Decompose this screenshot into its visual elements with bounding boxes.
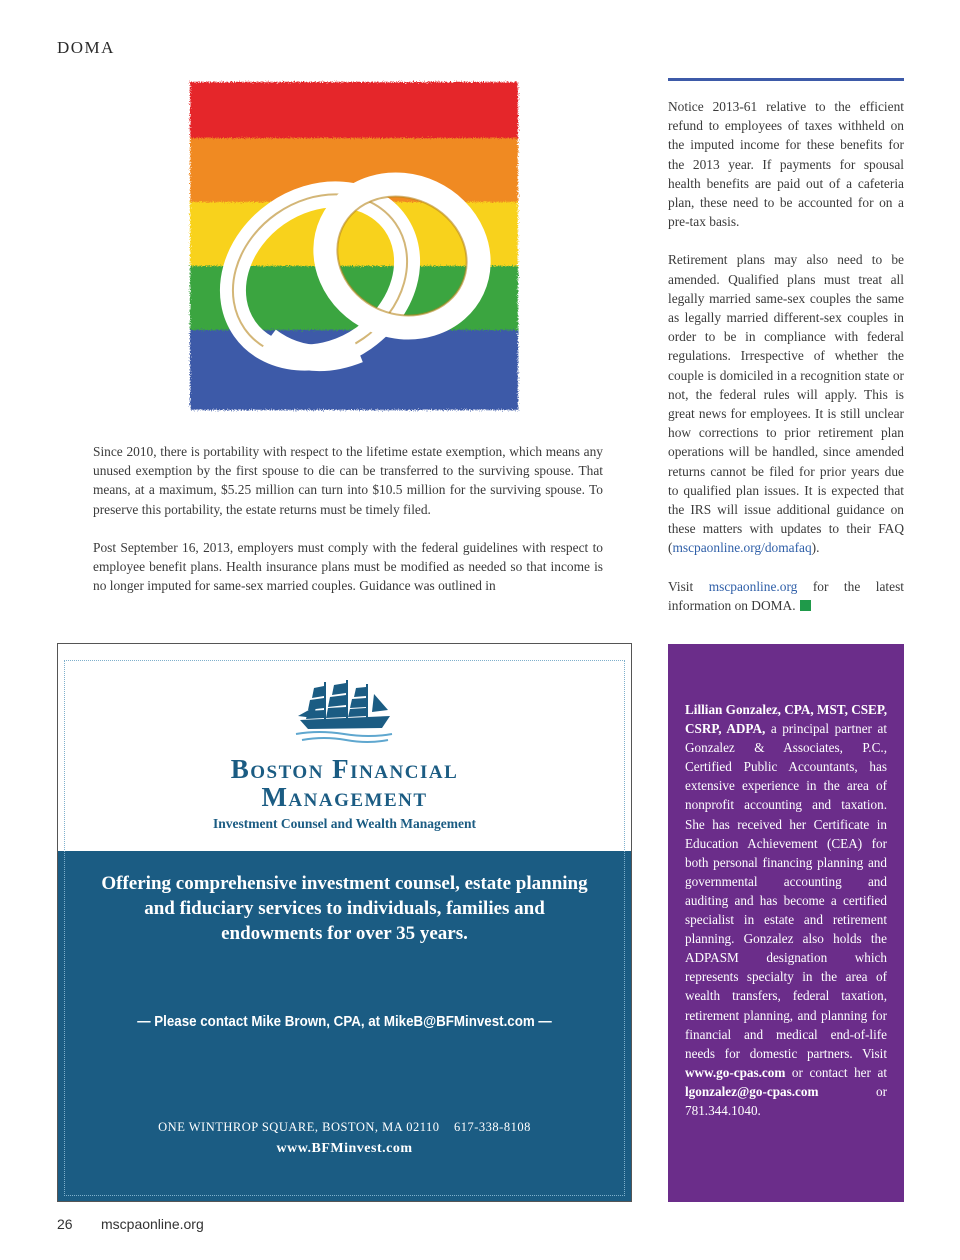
retirement-text: Retirement plans may also need to be amended. Qualified plans must treat all legally married same-sex couples the same as legally married different-sex couples in order to be in compliance with federal regulations. Irrespective of whether the couple is domiciled in a recognition state or not, the federal rules will apply. This is great news for employees. It is still unclear how corrections to prior retirement plan operations will be handled, since amended returns cannot be filed for prior years due to qualified plan issues. It is expected that the IRS will issue additional guidance on these matters with updates to their FAQ ( (668, 252, 904, 556)
ad-contact-line: — Please contact Mike Brown, CPA, at MikeB@BFMinvest.com — (137, 1014, 552, 1030)
author-bio-text (685, 700, 887, 1120)
retirement-end: ). (811, 540, 820, 556)
paragraph-notice: Notice 2013-61 relative to the efficient refund to employees of taxes withheld on the imputed income for these benefits for the 2013 year. If payments for spousal health benefits are paid out of a cafeteria plan, these need to be accounted for on a pre-tax basis. (668, 99, 904, 230)
visit-end: for the latest information on DOMA. (668, 578, 904, 613)
visit-text: Visit (668, 578, 709, 594)
paragraph-portability: Since 2010, there is portability with respect to the lifetime estate exemption, which means any unused exemption by the first spouse to die can be transferred to the surviving spouse. That means, at a maximum, $5.25 million can turn into $10.5 million for the surviving spouse. To preserve this portability, the estate returns must be timely filed. (93, 444, 603, 517)
ad-company-name-line1: Boston Financial (230, 754, 459, 784)
ad-company-name-line2: Management (261, 782, 428, 812)
paragraph-visit (668, 577, 904, 615)
left-column-body (93, 442, 603, 614)
bio-text-3: or 781.344.1040. (685, 1083, 887, 1118)
end-of-article-mark (800, 600, 811, 611)
stripe-red (190, 82, 518, 140)
rainbow-rings-illustration (188, 80, 520, 412)
bio-email-link[interactable]: lgonzalez@go-cpas.com (685, 1083, 819, 1099)
mscpaonline-link[interactable]: mscpaonline.org (708, 578, 798, 594)
ad-address: ONE WINTHROP SQUARE, BOSTON, MA 02110 617-338-8108 (158, 1120, 531, 1134)
paragraph-employers: Post September 16, 2013, employers must comply with the federal guidelines with respect to employee benefit plans. Health insurance plans must be modified as needed so that income is no longer imputed for same-sex married couples. Guidance was outlined in (93, 539, 603, 594)
footer-site: mscpaonline.org (101, 1216, 204, 1232)
section-title: DOMA (57, 38, 115, 57)
author-bio-box (668, 644, 904, 1202)
ship-logo-icon (294, 676, 394, 748)
column-top-rule (668, 78, 904, 81)
bfm-advertisement (57, 643, 632, 1202)
bio-text-2: or contact her at (785, 1064, 887, 1080)
ad-tagline: Investment Counsel and Wealth Management (212, 816, 476, 831)
author-name: Lillian Gonzalez, CPA, MST, CSEP, CSRP, ADPA, (685, 702, 887, 737)
right-column-body (668, 97, 904, 634)
ad-website[interactable]: www.BFMinvest.com (276, 1141, 413, 1156)
page-number: 26 (57, 1216, 73, 1232)
bio-text-1: a principal partner at Gonzalez & Associates, P.C., Certified Public Accountants, has extensive experience in the area of nonprofit accounting and taxation. She has received her Certificate in Education Achievement (CEA) for both personal financing planning and governmental accounting and auditing and has become a certified specialist in estate and retirement planning. Gonzalez also holds the ADPASM designation which represents specialty in the area of wealth transfers, federal taxation, retirement planning, and planning for financial and medical end-of-life needs for domestic partners. Visit (685, 721, 887, 1061)
bio-website-link[interactable]: www.go-cpas.com (685, 1064, 786, 1080)
paragraph-retirement (668, 250, 904, 557)
ad-offer-text: Offering comprehensive investment counsel, estate planning and fiduciary services to individuals, families and endowments for over 35 years. (101, 873, 588, 944)
domafaq-link[interactable]: mscpaonline.org/domafaq (672, 540, 812, 556)
